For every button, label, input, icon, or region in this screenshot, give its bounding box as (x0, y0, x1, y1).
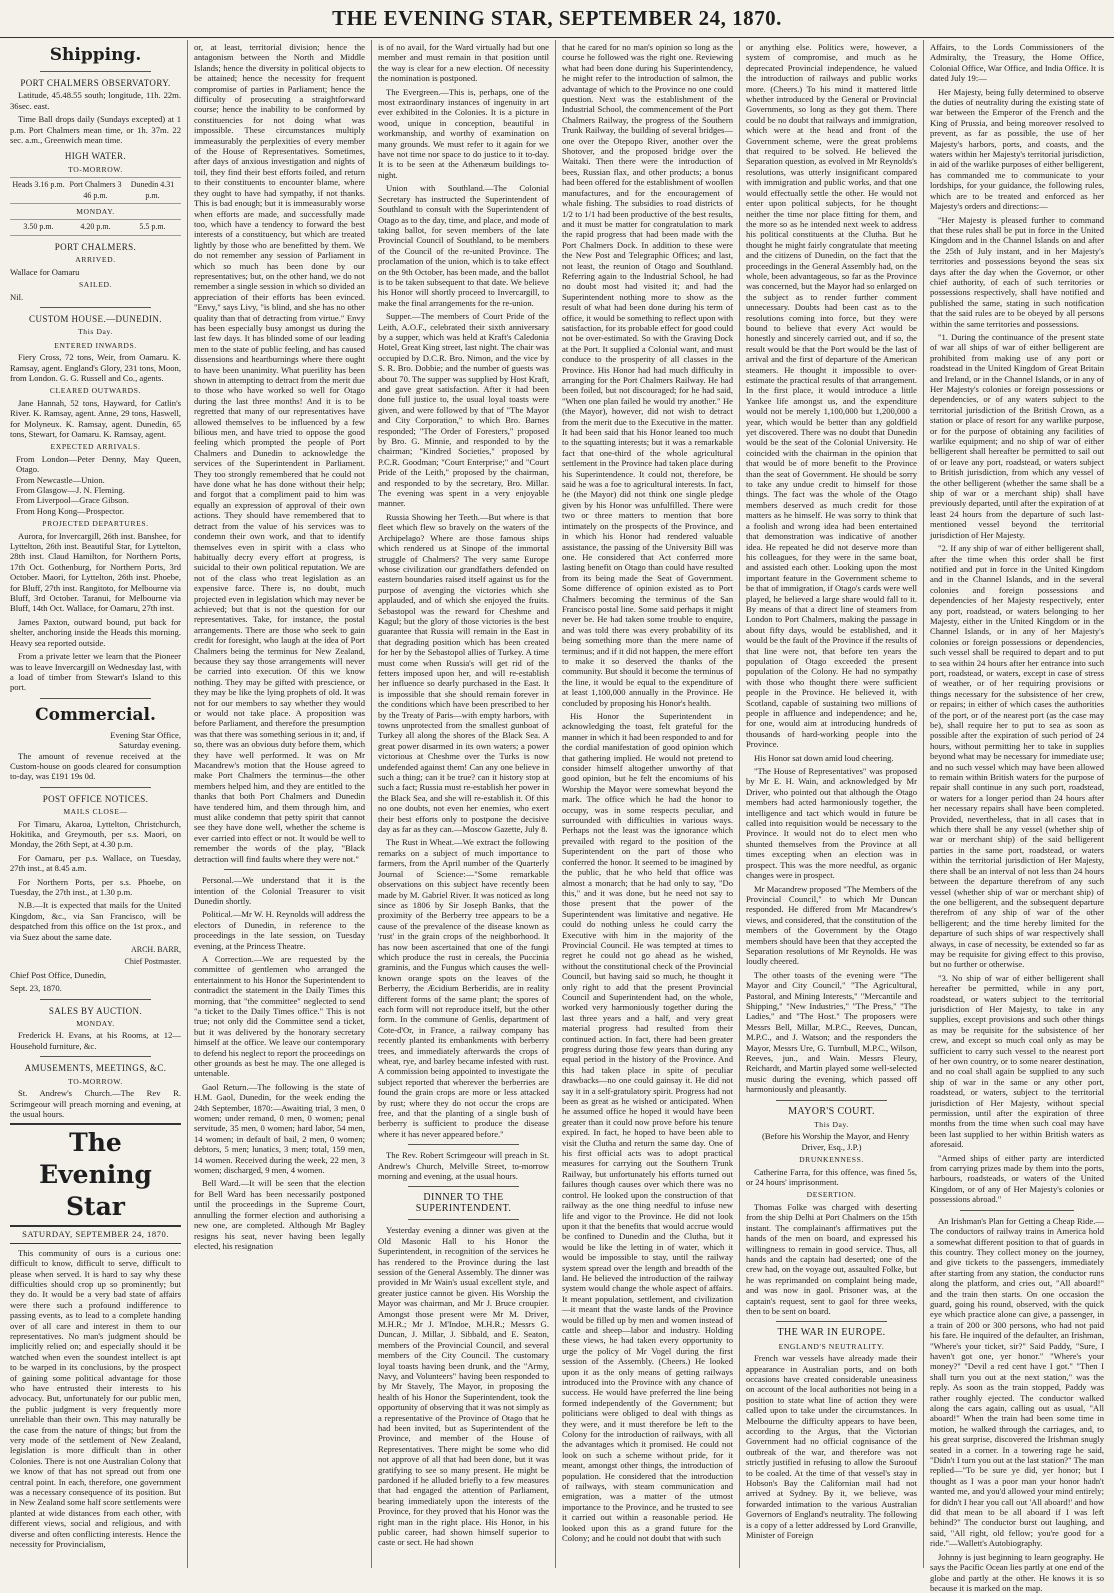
observatory-text: Latitude, 45.48.55 south; longitude, 11h. 22m. 36sec. east. (10, 90, 181, 111)
newspaper-columns (4, 40, 1110, 1593)
divider (776, 1100, 887, 1101)
desertion-text: Thomas Folke was charged with deserting from the ship Delhi at Port Chalmers on the 15th instant. The complainant's affirmatives put the hands of the men on board, and expressed his willingness to remain in good service. Thus, all hands and the captain had deserted; one of the crew had, on the voyage out, assaulted Folke, but he was reprimanded on complaint being made, and was now in gaol. Prisoner was, at the captain's request, sent to gaol for three weeks, then to be sent on board. (746, 1201, 917, 1316)
honor-reply-text: His Honor the Superintendent in acknowledging the toast, felt grateful for the manner in which it had been responded to and for the cordial manifestation of good opinion which that gathering implied. He would not pretend to consider himself altogether unworthy of that good opinion, but he felt the encomiums of his Worship the Mayor were somewhat beyond the mark. The office which he had the honor to occupy, was in some respects peculiar, and surrounded with difficulties in various ways. Perhaps not the least was the ignorance which prevailed with regard to the position of the Superintendent on the part of those who conferred the honor. It seemed to be imagined by the public, that he who held that office was almost a monarch; that he had only to say, "Do this," and it was done, but he need not say to those present that the power of the Superintendent was limitative and negative. He could do nothing unless he could carry the Executive with him in the majority of the Provincial Council. He was tempted at times to regret he could not go ahead as he wished, without the constitutional check of the Provincial Council, but having said so much, he thought it only right to add that the present Provincial Council and Superintendent had, on the whole, worked very harmoniously together during the last three years and a half, and very great material progress had resulted from their continued action. In fact, there had been greater progress during those few years than during any equal period in the history of the Province. And this had taken place in spite of peculiar drawbacks—no one could gainsay it. He did not say it in a self-gratulatory spirit. Progress had not been as great as he wished or anticipated. When he assumed office he hoped it would have been greater than it could now prove before his tenure expired. In fact, he hoped to have been able to visit the Clutha and return the same day. One of his first official acts was to adopt practical measures for carrying out the Southern Trunk Railway, but unfortunately his efforts turned out failures though causes over which there was no control. He looked upon the construction of that railway as the one thing needful to infuse new life and vigor to the Province. He did not look upon it that the benefits that would accrue would be confined to Dunedin and the Clutha, but it would be like the letting in of water, which it would be impossible to stay, until the railway system spread over the length and breadth of the land. He believed the introduction of the railway system would change the whole aspect of affairs. It meant population, settlement, and civilization—it meant that the waste lands of the Province would be filled up by men and women instead of cattle and sheep—labor and industry. Holding these views, he had taken every opportunity to urge the policy of Mr Vogel during the first session of the Assembly. (Cheers.) He looked upon it as the only means of getting railways introduced into the Province with any chance of success. He would have preferred the line being formed independently of the Government; but politicians were obliged to deal with things as they were, and it must therefore be left to the Colony for the introduction of railways, with all the advantages which it promised. He could not look on such a scheme without pride, for it meant, amongst other things, the introduction of population. He considered that the introduction of railways, with steam communication and emigration, was a matter of the utmost importance to the Province, and he trusted to see it carried out within a reasonable period. He looked upon this as a grand future for the Colony; and he could not doubt that with such (562, 711, 733, 1544)
divider (776, 1321, 887, 1322)
projected-departures-label: PROJECTED DEPARTURES. (42, 519, 149, 529)
honor-sat-text: His Honor sat down amid loud cheering. (754, 752, 894, 763)
observatory-heading: PORT CHALMERS OBSERVATORY. (20, 78, 171, 88)
neutrality-text: French war vessels have already made their appearance in Australian ports, and on both occasions have created considerable uneasiness on account of the local authorities not being in a position to state what line of action they were called upon to take under the circumstances. In Melbourne the difficulty appears to have been, according to the Argus, that the Victorian Government had no official cognisance of the outbreak of the war, and therefore was not strictly justified in refusing to allow the Suroouf to be coaled. At the time of that vessel's stay in Hobson's Bay the Californian mail had not arrived at Sydney. By it, we believe, was forwarded intimation to the various Australian Governors of England's neutrality. The following is a copy of a letter addressed by Lord Granville, Minister of Foreign (746, 1353, 917, 1541)
mails-text: For Northern Ports, per s.s. Phoebe, on Tuesday, the 27th inst., at 1.30 p.m. (10, 876, 181, 897)
sailed-text: Nil. (10, 291, 24, 302)
divider (408, 1219, 519, 1220)
toasts-text: "The House of Representatives" was proposed by Mr E. H. Wain, and acknowledged by Mr Driver, who pointed out that although the Otago members had acted harmoniously together, the intelligence and tact which would in future be called into requisition would be necessary to the Province. It would not do to elect men who shunted themselves from the Province at all times excepting when an election was in prospect. This was the more needful, as organic changes were in prospect. (746, 766, 917, 881)
column-3 (372, 40, 556, 1568)
tide-port-chalmers: Port Chalmers 3 46 p.m. (69, 180, 122, 200)
divider (408, 1186, 519, 1187)
departures-text: Aurora, for Invercargill, 26th inst. Banshee, for Lyttelton, 26th inst. Beautiful Star, for Lyttelton, 28th inst. Claud Hamilton, for Northern Ports, 17th Oct. Gothenburg, for Northern Ports, 3rd October. Maori, for Lyttelton, 26th inst. Phoebe, for Bluff, 27th inst. Rangitoto, for Melbourne via Bluff, 3rd October. Taranui, for Melbourne via Bluff, 14th Oct. Wallace, for Oamaru, 27th inst. (10, 530, 181, 614)
list-item: From London—Peter Denny, May Queen, Otago. (16, 453, 181, 475)
other-toasts-text: The other toasts of the evening were "The Mayor and City Council," "The Agricultural, Pastoral, and Mining Interests," "Mercantile and Shipping," "New Industries," "The Press," "The Ladies," and "The Host." The proposers were Messrs Bell, Millar, M.P.C., Reeves, Duncan, M.P.C., and J. Watson; and the responders the Mayor, Messrs Ure, G. Turnbull, M.P.C., Wilson, Reeves, jun., and Wain. Messrs Fleury, Reichardt, and Martin played some well-selected music during the evening, which passed off harmoniously and pleasantly. (746, 969, 917, 1095)
issue-date: SATURDAY, SEPTEMBER 24, 1870. (10, 1229, 181, 1243)
tide-monday-label: MONDAY. (76, 207, 115, 217)
divider (40, 787, 151, 788)
divider (40, 71, 151, 72)
cleared-text: Jane Hannah, 52 tons, Hayward, for Catlin's River. K. Ramsay, agent. Anne, 29 tons, Haswell, for Molyneux. K. Ramsay, agent. Dunedin, 65 tons, Stewart, for Oamaru. K. Ramsay, agent. (10, 397, 181, 439)
shipping-heading: Shipping. (49, 45, 142, 65)
honor-reply-continued: or anything else. Politics were, however, a system of compromise, and much as he deprecated Provincial independence, he valued the introduction of railways and public works more. (Cheers.) To his mind it mattered little whether introduced by the General or Provincial Governments, so long as they got them. There could be no doubt that railways and immigration, which were at the head and front of the Government scheme, were the great problems that required to be solved. He believed the Separation question, as evolved in Mr Reynolds's resolutions, was utterly insignificant compared with immigration and public works, and that one would effectually settle the other. He would not enter upon political subjects, for he thought neither the time nor place fitting for them, and the more so as he intended next week to address his political constituents at the Clutha. But he thought he might fairly congratulate that meeting and the citizens of Dunedin, on the fact that the proceedings in the General Assembly had, on the whole, been advantageous, so far as the Province was concerned, but the Mayor had so enlarged on the subject as to render further comment unnecessary. Doubts had been cast as to the resolutions coming into force, but they were bound to believe that every Act would be honestly and sincerely carried out, and if so, the result would be that the Port would be the last of arrival and the first of departure of the American steamers. He thought it impossible to over-estimate the practical results of that arrangement. In the first place, it would introduce a little Yankee life amongst us, and the expenditure would not be merely 1,100,000 but 1,200,000 a year, which would be better than any goldfield yet discovered. There was no doubt that Dunedin would be the seat of the Colonial University. He coincided with the chairman in the opinion that that would be of more benefit to the Province than the seat of Government. He should be sorry to take any undue credit to himself for those things. The fact was the whole of the Otago members deserved as much credit for those matters as he himself. He was sorry to think that a foolish and wrong idea had been entertained that demonstration was indicative of another idea. He repeated he did not deserve more than his colleagues, for they were in the same boat, and assisted each other. Looking upon the most important feature in the Government scheme to be that of immigration, if Otago's cards were well played, he believed a large share would fall to it. By means of that a direct line of steamers from London to Port Chalmers, making the passage in about fifty days, would be established, and it would be the fault of the Province if the results of that line were not, that before ten years the population of Otago exceeded the present population of the Colony. He had no sympathy with those who thought there were sufficient people in the Province. He believed it, with Scotland, capable of sustaining two millions of people in affluence and independence; and he, for one, would aim at introducing hundreds of thousands of hard-working people into the Province. (746, 42, 917, 750)
mayors-court-heading: MAYOR'S COURT. (788, 1105, 875, 1117)
expected-arrivals-label: EXPECTED ARRIVALS. (50, 442, 141, 452)
drunkenness-text: Catherine Farra, for this offence, was fined 5s, or 24 hours' imprisonment. (746, 1166, 917, 1188)
tide-heads: 3.50 p.m. (23, 222, 54, 232)
signature-title: Chief Postmaster. (124, 957, 181, 967)
johnny-anecdote: Johnny is just beginning to learn geography. He says the Pacific Ocean lies partly at one end of the globe and partly at the other. He knows it is so because it is marked on the map. (930, 1551, 1104, 1593)
war-heading: THE WAR IN EUROPE. (777, 1327, 886, 1339)
post-office-place: Chief Post Office, Dunedin, (10, 969, 107, 980)
tide-table-tomorrow (10, 177, 181, 204)
divider (408, 1144, 519, 1145)
mails-text: For Oamaru, per p.s. Wallace, on Tuesday, 27th inst., at 8.45 a.m. (10, 852, 181, 874)
neutrality-continued: Affairs, to the Lords Commissioners of the Admiralty, the Treasury, the Home Office, Colonial Office, War Office, and India Office. It is dated July 19:— (930, 42, 1104, 84)
mails-close-label: MAILS CLOSE— (63, 807, 128, 817)
cleared-outwards-label: CLEARED OUTWARDS. (49, 386, 142, 396)
list-item: From Liverpool—Grace Gibson. (16, 495, 129, 506)
news-item-evergreen: The Evergreen.—This is, perhaps, one of the most extraordinary instances of ingenuity in art ever exhibited in the Colonies. It is a picture in wood, unique in conception, beautiful in workmanship, and worthy of examination on many grounds. We must refer to it again for we have not time nor space to do justice to it to-day. It is to be seen at the Athenæum buildings to-night. (378, 86, 549, 180)
news-item-rust: The Rust in Wheat.—We extract the following remarks on a subject of much importance to farmers, from the April number of the Quarterly Journal of Science:—"Some remarkable observations on this subject have recently been made by M. Gabriel River. It was noticed as long since as 1806 by Sir Joseph Banks, that the proximity of the Berberry tree appears to be a cause of the prevalence of the disease known as 'rust' in the grain crops of the neighborhood. It has now been ascertained that one of the fungi which produce the rust in cereals, the Puccinia graminis, and the Fungus which causes the well-known orange spots on the leaves of the Berberry, the Æcidium Berberidis, are in reality different forms of the same plant; the spores of each form will not reproduce itself, but the other form. In the commune of Genlis, department of Cote-d'Or, in France, a railway company has recently planted its embankments with berberry trees, and immediately afterwards the crops of wheat, rye, and barley became infested with rust. A commission being appointed to investigate the subject reported that wherever the berberries are found the grain crops are more or less attacked by rust; where they do not occur the crops are free, and that the planting of a single bush of berberry is sufficient to produce the disease where it has never appeared before." (378, 837, 549, 1139)
dinner-heading: DINNER TO THE SUPERINTENDENT. (415, 1192, 512, 1214)
evening-star-nameplate: The Evening Star (10, 1123, 181, 1227)
entered-text: Fiery Cross, 72 tons, Weir, from Oamaru. K. Ramsay, agent. England's Glory, 231 tons, Moon, from London. G. G. Russell and Co., agents. (10, 352, 181, 383)
news-item-supper: Supper.—The members of Court Pride of the Leith, A.O.F., celebrated their sixth anniversary by a supper, which was held at Kraft's Caledonia Hotel, Great King street, last night. The chair was occupied by D.C.R. Bro. Nimon, and the vice by S. R. Bro. Dobbie; and the number of guests was about 70. The supper was supplied by Host Kraft, and gave great satisfaction. After it had been done full justice to, the usual loyal toasts were given, and were followed by that of "The Mayor and City Corporation," to which Bro. Barnes responded; "The Order of Foresters," proposed by Bro. G. Minnie, and responded to by the chairman; "Kindred Societies," proposed by P.C.R. Goodman; "Court Enterprise;" and "Court Pride of the Leith," proposed by the chairman, and responded to by the secretary, Bro. Millar. The evening was spent in a very enjoyable manner. (378, 311, 549, 509)
drunkenness-label: DRUNKENNESS. (799, 1155, 864, 1165)
tide-dunedin: 5.5 p.m. (139, 222, 166, 232)
column-2 (188, 40, 372, 1568)
column-5 (740, 40, 924, 1568)
news-item-russia: Russia Showing her Teeth.—But where is that fleet which flew so bravely on the waters of the Archipelago? Where are those famous ships which rendered us at Sinope of the immortal struggle of Chalmers? The very same Europe whose civilization our grandfathers defended on eastern boundaries raised itself against us for the purpose of avenging the victories which she applauded, and of which she enjoyed the fruits. Sebastopol was the reward for Cheshme and Kagul; but the glory of those victories is the best guarantee that Russia will remain in the East in that degrading position which has been created for her by the Sebastopol allies of Turkey. A time must come when Russia's will get rid of the fetters imposed upon her, and will re-establish her influence so dearly purchased in the East. It is impossible that she should remain forever in the conditions which have been prescribed to her by the Treaty of Paris—with empty harbors, with towns unprotected from the smallest gunboat of Turkey all along the shores of the Black Sea. A great power disarmed in its own waters; a power victorious at Cheshme over the Turks is now undefended against them! Can any one believe in such a thing; can it be true? can it history stop at such a fact; Russia must re-establish her power in the Black Sea, and she will re-establish it. Of this no one doubts, not even her enemies, who exert their best efforts only to postpone the decisive day as far as they can.—Moscow Gazette, July 8. (378, 511, 549, 835)
mayors-before-text: (Before his Worship the Mayor, and Henry Driver, Esq., J.P.) (761, 1131, 909, 1152)
list-item: From Newcastle—Union. (16, 474, 105, 485)
arrived-text: Wallace for Oamaru (10, 266, 80, 277)
entered-inwards-label: ENTERED INWARDS. (54, 340, 137, 350)
proclamation-text: "Her Majesty is pleased further to command that these rules shall be put in force in the United Kingdom and in the Channel Islands on and after the 25th of July instant, and in her Majesty's territories and possessions beyond the seas six days after the day when the Governor, or other chief authority, of each of such territories or possessions respectively, shall have notified and published the same, stating in such notification that the said rules are to be obeyed by all persons within the same territories and possessions. (930, 214, 1104, 329)
mails-text: N.B.—It is expected that mails for the United Kingdom, &c., via San Francisco, will be despatched from this office on the 1st prox., and via Suez about the same date. (10, 900, 181, 942)
column-1 (4, 40, 188, 1568)
news-item-personal: Personal.—We understand that it is the intention of the Colonial Treasurer to visit Dunedin shortly. (194, 875, 365, 906)
this-day-label: This Day. (78, 327, 113, 337)
sailed-label: SAILED. (78, 280, 113, 290)
arrived-label: ARRIVED. (75, 255, 116, 265)
post-office-date: Sept. 23, 1870. (10, 983, 62, 994)
tide-tomorrow-label: TO-MORROW. (68, 164, 123, 174)
news-item-bell-ward: Bell Ward.—It will be seen that the election for Bell Ward has been necessarily postponed until the proceedings in the Supreme Court, annulling the former election and authorising a new one, are completed. Although Mr Bagley resigns his seat, never having been legally elected, his resignation (194, 1178, 365, 1251)
sales-monday-label: MONDAY. (76, 1019, 115, 1029)
macandrew-text: Mr Macandrew proposed "The Members of the Provincial Council," to which Mr Duncan responded. He differed from Mr Macandrew's views, and considered, that the constitution of the members of the Government by the Otago members should have been that they accepted the Separation resolutions of Mr Reynolds. He was loudly cheered. (746, 883, 917, 967)
divider (40, 307, 151, 308)
proclamation-text: "1. During the continuance of the present state of war all ships of war of either belligerent are prohibited from making use of any port or roadstead in the United Kingdom of Great Britain and Ireland, or in the Channel Islands, or in any of Her Majesty's colonies or foreign possessions or dependencies, or of any waters subject to the territorial jurisdiction of the British Crown, as a station or place of resort for any warlike purpose, or for the purpose of obtaining any facilities of warlike equipment; and no ship of war of either belligerent shall hereafter be permitted to sail out of or leave any port, roadstead, or waters subject to British jurisdiction, from which any vessel of the other belligerent (whether the same shall be a ship of war or a merchant ship) shall have previously departed, until after the expiration of at least 24 hours from the departure of such last-mentioned vessel beyond the territorial jurisdiction of Her Majesty. (930, 331, 1104, 540)
signature-name: ARCH. BARR, (130, 945, 181, 955)
divider (40, 1056, 151, 1057)
mails-text: For Timaru, Akaroa, Lyttelton, Christchurch, Hokitika, and Greymouth, per s.s. Maori, on Monday, the 26th Sept, at 4.30 p.m. (10, 818, 181, 850)
desertion-label: DESERTION. (806, 1190, 857, 1200)
proclamation-text: "2. If any ship of war of either belligerent shall, after the time when this order shall be first notified and put in force in the United Kingdom and in the Channel Islands, and in the several colonies and foreign possessions and dependencies of her Majesty respectively, enter any port, roadstead, or waters belonging to her Majesty, either in the United Kingdom or in the Channel Islands, or in any of her Majesty's colonies or foreign possessions or dependencies, such vessel shall be required to depart and to put to sea within 24 hours after her entrance into such port, roadstead, or waters, except in case of stress of weather, or of her requiring provisions or things necessary for the subsistence of her crew, or repairs; in either of which cases the authorities of the port, or of the nearest port (as the case may be), shall require her to put to sea as soon as possible after the expiration of such period of 24 hours, without permitting her to take in supplies beyond what may be necessary for immediate use; and no such vessel which may have been allowed to remain within British waters for the purpose of repair shall continue in any such port, roadstead, or waters for a longer period than 24 hours after her necessary repairs shall have been completed. Provided, nevertheless, that in all cases that in which there shall be any vessel (whether ship of war or merchant ship) of the said belligerent parties in the same port, roadstead, or waters within the territorial jurisdiction of Her Majesty, there shall be an interval of not less than 24 hours between the departure therefrom of any such vessel (whether ship of war or merchant ship) of the one belligerent, and the subsequent departure therefrom of any ship of war of the other belligerent; and the time hereby limited for the departure of such ships of war respectively shall always, in case of necessity, be extended so far as may be requisite for giving effect to this proviso, but no further or otherwise. (930, 543, 1104, 970)
column-4 (556, 40, 740, 1568)
divider (40, 698, 151, 699)
paxton-text: James Paxton, outward bound, put back for shelter, anchoring inside the Heads this morning. Heavy sea reported outside. (10, 616, 181, 648)
tide-port-chalmers: 4.20 p.m. (80, 222, 111, 232)
revenue-text: The amount of revenue received at the Custom-house on goods cleared for consumption to-day, was £191 19s 0d. (10, 750, 181, 782)
news-item-union: Union with Southland.—The Colonial Secretary has instructed the Superintendent of Southland to consult with the Superintendent of Otago as to the day, time, and place, and mode of taking ballot, for seven members of the late Provincial Council of Southland, to be members of the Council of the re-united Province. The proclamation of the union, which is to take effect on the 9th October, has been made, and the ballot is to be taken subsequent to that date. We believe his Honor will shortly proceed to Invercargill, to make the final arrangements for the re-union. (378, 183, 549, 308)
editorial-text: This community of ours is a curious one: difficult to know, difficult to serve, difficult to please when served. It is hard to say why these difficulties should crop up so prominently; but they do. It would be a very bad state of affairs were there such a profound indifference to passing events, as to lead to a complete handing over of all care and interest in them to our representatives. No man's judgment should be implicitly relied on; and especially should it be watched when even the soundest intellect is apt to be warped in its conclusions, by the prospect of gaining some political advantage for those who have entrusted their interests to his advocacy. But, unfortunately for our public men, the public judgment is very frequently more unreliable than their own. This may naturally be the case from the nature of things; but from the very mode of the settlement of New Zealand, legislation is more difficult than in other Colonies. There is not one Australian Colony that we know of that has not spread out from one central point. In each, therefore, one government was a necessary consequence of its position. But in New Zealand some half score settlements were planted at wide distances from each other, with different views, social and religious, and with diverse and often conflicting interests. Hence the necessity for Provincialism, (10, 1247, 181, 1550)
customs-heading: CUSTOM HOUSE.—DUNEDIN. (29, 313, 162, 324)
list-item: From Hong Kong—Prospector. (16, 505, 125, 516)
saturday-evening-label: Saturday evening. (118, 740, 181, 751)
column-6 (924, 40, 1110, 1593)
post-office-heading: POST OFFICE NOTICES. (42, 793, 149, 804)
amusements-heading: AMUSEMENTS, MEETINGS, &C. (24, 1063, 167, 1074)
dinner-text: Yesterday evening a dinner was given at the Old Masonic Hall to his Honor the Superintendent, in recognition of the services he has rendered to the Province during the last session of the General Assembly. The dinner was provided in Mr Wain's usual excellent style, and greater justice cannot be given. His Worship the Mayor was chairman, and Mr J. Bruce croupier. Amongst those present were Mr M. Driver, M.H.R.; Mr J. M'Indoe, M.H.R.; Messrs G. Duncan, J. Millar, J. Sibbald, and E. Seaton, members of the Provincial Council, and several members of the City Council. The customary loyal toasts having been drunk, and the "Army, Navy, and Volunteers" having been responded to by Mr Stavely, The Mayor, in proposing the health of his Honor the Superintendent, took the opportunity of observing that it was not simply as a representative of the Province of Otago that he had been invited, but as Superintendent of the Province, and member of the House of Representatives. There might be some who did not approve of all that had been done, but it was gratifying to see so many present. He might be pardoned if he alluded briefly to a few measures that had engaged the attention of Parliament, bearing immediately upon the interests of the Province, for they proved that his Honor was the right man in the right place. His Honor, in his public career, had shown himself superior to caste or sect. He had shown (378, 1225, 549, 1548)
tide-heads: Heads 3.16 p.m. (12, 180, 65, 190)
news-item-correction: A Correction.—We are requested by the committee of gentlemen who arranged the entertainment to his Honor the Superintendent to contradict the statement in the Daily Times this morning, that "the committee" neglected to send "a ticket to the Daily Times office." This is not true; not only did the Committee send a ticket, but it was delivered by the honorary secretary himself at the office. We leave our contemporary to defend his neglect to report the proceedings on other grounds as best he may. The one alleged is untenable. (194, 953, 365, 1079)
irishman-story: An Irishman's Plan for Getting a Cheap Ride.—The conductors of railway trains in America hold a somewhat different position to that of guards in this country. They collect money on the journey, and give tickets to the passengers, immediately after starting from any station, the conductor runs along the platform, and cries out, "All aboard!" and the train then starts. On one occasion the guard, going his round, observed, with the quick eye which practice alone can give, a passenger, in a train of 200 or 300 persons, who had not paid his fare. He inquired of the defaulter, an Irishman, "Where's your ticket, sir?" Said Paddy, "Sure, I haven't got one, yer honor." "Where's your money?" "Devil a red cent have I got." "Then I shall turn you out at the next station," was the reply. As soon as the train stopped, Paddy was rather roughly ejected. The conductor walked along the cars again, calling out as usual, "All aboard!" When the train had been some time in motion, he walked through the carriages, and, to his great surprise, discovered the Irishman snugly seated in a corner. In a towering rage he said, "Didn't I turn you out at the last station?" The man replied—"To be sure ye did, yer honor; but I thought as I was a poor man your honor hadn't wanted me, and you'd allowed your mind entirely; for didn't I hear you call out 'All aboard!' and how did that mean to be all aboard if I was left behind?" The conductor burst out laughing, and said, "All right, old fellow; you're good for a ride."—Wallett's Autobiography. (930, 1215, 1104, 1549)
tide-table-monday (10, 219, 181, 235)
list-item: From Glasgow—J. N. Fleming. (16, 485, 125, 495)
high-water-heading: HIGH WATER. (64, 151, 127, 162)
private-letter-text: From a private letter we learn that the Pioneer was to leave Invercargill on Wednesday last, with a load of timber from Stewart's Island to this port. (10, 651, 181, 693)
masthead (0, 0, 1114, 38)
amusements-text: St. Andrew's Church.—The Rev R. Scrimgeour will preach morning and evening, at the usual hours. (10, 1088, 181, 1119)
dinner-continued: that he cared for no man's opinion so long as the course he followed was the right one. Reviewing what had been done during his Superintendency, he might refer to the introduction of salmon, the advantage of which to the Province no one could question. Next was the establishment of the Industrial School, the commencement of the Port Chalmers Railway, the progress of the Southern Trunk Railway, the building of several bridges—one over the Otepopo River, another over the Shotover, and the proposed bridge over the Waitaki. Then there were the introduction of bees, Russian flax, and other products; a bonus had been offered for the establishment of woollen manufactures, and for the encouragement of whale fishing. The subsidies to road districts of 1/2 to 1/1 had been productive of the best results, and it must be matter for congratulation to mark the rapid progress that had been made with the Port Chalmers Dock. In addition to these were the New Post and Telegraphic Offices; and last, not least, the reunion of Otago and Southland. Referring again to the Industrial School, he had no doubt most had visited it; and had the Superintendent nothing more to show as the result of what had been done during his term of office, it would be something to reflect upon with satisfaction, for its probable effect for good could not be over-estimated. So with the Graving Dock at the Port. It supplied a Colonial want, and must conduce to the prosperity of all classes in the Province. His Honor had had much difficulty in arranging for the Port Chalmers Railway. He had been foiled, but not discouraged; for he had said, "When one plan failed he would try another." He (the Mayor), however, did not wish to detract from the merit due to the Executive in the matter. It had been said that his Honor leaned too much to the squatting interests; but it was a remarkable fact that one-third of the whole agricultural settlement in the Province had taken place during his Superintendence. It could not, therefore, be said he was a foe to agricultural interests. In fact, he (the Mayor) did not think one single pledge given by his Honor was unfulfilled. There were two or three matters to mention that bore intimately on the prospects of the Province, and in which his Honor had rendered valuable assistance, the passing of the University Bill was one. He considered that Act conferred more lasting benefit on Otago than could have resulted from its being made the Seat of Government. Some difference of opinion existed as to Port Chalmers becoming the terminus of the San Francisco postal line. Some said perhaps it might never be. He had taken some trouble to enquire, and was told there was every probability of its being something more than the mere name of terminus; and if it did not happen, the mere effort to make it so deserved the thanks of the community. But should it become the terminus of the line, it would be equal to the expenditure of at least 1,100,000 annually in the Province. He concluded by proposing his Honor's health. (562, 42, 733, 708)
page-title: THE EVENING STAR, SEPTEMBER 24, 1870. (332, 6, 782, 30)
proclamation-text: Her Majesty, being fully determined to observe the duties of neutrality during the existing state of war between the Emperor of the French and the King of Prussia, and being moreover resolved to prevent, as far as possible, the use of her Majesty's harbors, ports, and coasts, and the waters within her Majesty's territorial jurisdiction, in aid of the warlike purposes of either belligerent, has commanded me to communicate to your lordships, for your guidance, the following rules, which are to be treated and enforced as her Majesty's orders and directions:— (930, 86, 1104, 212)
time-ball-text: Time Ball drops daily (Sundays excepted) at 1 p.m. Port Chalmers mean time, or 1h. 37m. 22 sec. a.m., Greenwich mean time. (10, 114, 181, 146)
mayors-this-day-label: This Day. (814, 1120, 849, 1130)
divider (224, 869, 335, 870)
sales-text: Frederick H. Evans, at his Rooms, at 12—Household furniture, &c. (10, 1030, 181, 1051)
news-item-political: Political.—Mr W. H. Reynolds will address the electors of Dunedin, in reference to the proceedings in the late session, on Tuesday evening, at the Princess Theatre. (194, 909, 365, 951)
divider (960, 1210, 1074, 1211)
port-chalmers-heading: PORT CHALMERS. (54, 241, 137, 252)
news-item-gaol: Gaol Return.—The following is the state of H.M. Gaol, Dunedin, for the week ending the 24th September, 1870:—Awaiting trial, 3 men, 0 women; under remand, 0 men, 0 women; penal servitude, 35 men, 0 women; hard labor, 54 men, 14 women; in default of bail, 2 men, 0 women; debtors, 5 men; lunatics, 3 men; total, 159 men, 14 women. Received during the week, 22 men, 3 women; discharged, 9 men, 4 women. (194, 1081, 365, 1176)
news-item-scrimgeour: The Rev. Robert Scrimgeour will preach in St. Andrew's Church, Melville Street, to-morrow morning and evening, at the usual hours. (378, 1150, 549, 1182)
divider (40, 999, 151, 1000)
editorial-continued: or, at least, territorial division; hence the antagonism between the North and Middle Islands; hence the diversity in political objects to be attained; hence the necessity for frequent compromise of parties in Parliament; hence the difficulty of prosecuting a straightforward course; hence the inability to be conformed by constituencies for not doing what was impossible. These circumstances multiply immeasurably the perplexities of every member of the House of Representatives. Sometimes, after days of anxious investigation and nights of toil, they find their best efforts foiled, and return to their constituents to encounter blame, where they ought to have had sympathy, if not thanks. This is bad enough; but it is immeasurably worse when efforts are made, and successfully made too, which have a tendency to forward the best interests of a constituency, but which are treated lightly by those who are benefitted by them. We do not remember any session of Parliament in which so much has been done by our representatives; but, on the other hand, we do not remember a single session in which so divided an appreciation of their efforts has been evinced. "Envy," says Livy, "is blind, and she has no other quality than that of detracting from virtue." Envy has been especially busy amongst us during the last few days. It has blinded some of our leading men to the state of public feeling, and has caused dissensions and heartburnings where there ought to have been unanimity. What puerility has been shown in attempting to detract from the merit due to those who have worked so well for Otago during the last three months! And it is to be regretted that many of our representatives have allowed themselves to be influenced by a few bilious men, and have tried to oppose the good feeling which prompted the people of Port Chalmers and Dunedin to acknowledge the services of the Superintendent in Parliament. They too strongly remembered that he could not have done what he has done without their help; and forgot that a compliment paid to him was equally an expression of approval of their own actions. They should have remembered that to detract from the value of his services was to condemn their own work, and that to identify themselves even in spirit with a class who habitually decry every effort at progress, is suicidal to their own political reputation. We are not of the class who treat legislation as an expensive farce. There is, no doubt, much projected even in legislation which may never be achieved; but that is not the question for our representatives. Take, for instance, the postal arrangements. There are those who seek to gain credit for foresight, who laugh at the idea of Port Chalmers being the terminus for New Zealand, because they say those arrangements will never be carried into execution. Of this we know nothing. They may be gifted with prescience, or they may be like the lying prophets of old. It was not for our members to say whether they would or would not take place. A proposition was before Parliament, and therefore the presumption was that there was something serious in it; and, if so, there was an obvious duty before them, which they have well performed. It was on Mr Macandrew's motion that the House agreed to make Port Chalmers the terminus—the other members helped him, and they are entitled to the thanks that both Port Chalmers and Dunedin have tendered him, and them through him, and must alike condemn that petty spirit that cannot see they have done well, whether the scheme is ever carried into effect or not. It would be well to remember the words of the play, "Black detraction will find faults where they were not." (194, 42, 365, 864)
tide-dunedin: Dunedin 4.31 p.m. (130, 180, 175, 200)
neutrality-heading: ENGLAND'S NEUTRALITY. (778, 1341, 885, 1351)
star-office-label: Evening Star Office, (110, 729, 181, 740)
bell-ward-continued: is of no avail, for the Ward virtually had but one member and must remain in that position until the way is clear for a new election. Of necessity the nomination is postponed. (378, 42, 549, 84)
sales-heading: SALES BY AUCTION. (48, 1005, 143, 1016)
proclamation-text: "Armed ships of either party are interdicted from carrying prizes made by them into the ports, harbours, roadsteads, or waters of the United Kingdom, or of any of Her Majesty's colonies or possessions abroad." (930, 1152, 1104, 1205)
amusements-tomorrow-label: TO-MORROW. (68, 1076, 123, 1086)
commercial-heading: Commercial. (35, 704, 156, 725)
proclamation-text: "3. No ship of war of either belligerent shall hereafter be permitted, while in any port, roadstead, or waters subject to the territorial jurisdiction of Her Majesty, to take in any supplies, except provisions and such other things as may be requisite for the subsistence of her crew, and except so much coal only as may be sufficient to carry such vessel to the nearest port of her own country, or to some nearer destination, and no coal shall again be supplied to any such ship of war in the same or any other port, roadstead, or waters, subject to the territorial jurisdiction of Her Majesty, without special permission, until after the expiration of three months from the time when such coal may have been last supplied to her within British waters as aforesaid. (930, 972, 1104, 1150)
